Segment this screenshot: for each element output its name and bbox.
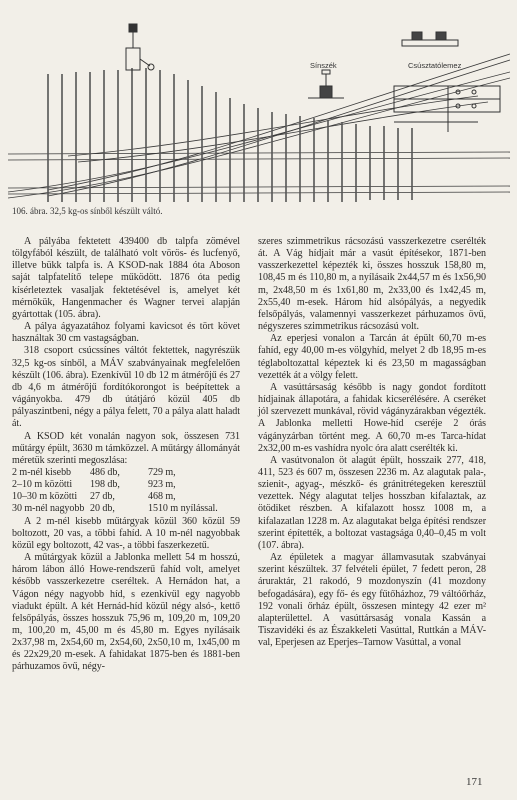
paragraph: Az épületek a magyar államvasutak szabványai szerint készültek. 37 felvételi épület, 7 fedett peron, 28 áruraktár, 21 rakodó, 9 mozdonyszín (41 mozdony befogadására), egy fő- és egy fűtőházhoz, 79 váltóőrház, 192 vonali őrház épült, összesen mintegy 42 ezer m² alapterülettel. A vasúttársaság vonala Kassán a Tiszavidéki és az Északkeleti Vasúttal, Ruttkán a MÁV-val, Eperjesen az Eperjes–Tarnow Vasúttal, a vonal <box>258 552 486 649</box>
paragraph: A vasútvonalon öt alagút épült, hosszaik 277, 418, 411, 523 és 607 m, összesen 2236 m. Az alagutak pala-, szienit-, agyag-, mészkő- és gránitrétegeken keresztül vezettek. Négy alagutat teljes hosszban kifalaztak, az ötödiket részben. A kifalazott hossz 1008 m, a kifalazatlan 1228 m. Az alagutakat belga építési rendszer szerint építették, a boltozat vastagsága 0,40–0,45 m volt (107. ábra). <box>258 454 486 551</box>
slide-plate-detail <box>394 32 500 132</box>
count-value: 20 db, <box>90 503 115 515</box>
rail-chair-detail <box>308 70 344 98</box>
length-value: 729 m, <box>148 466 176 478</box>
size-label: 2 m-nél kisebb <box>12 466 72 478</box>
right-column <box>258 236 486 649</box>
count-value: 27 db, <box>90 491 115 503</box>
paragraph: A 2 m-nél kisebb műtárgyak közül 360 közül 59 boltozott, 20 vas, a többi fahíd. A 10 m-nél nagyobbak közül egy boltozott, 42 vas-, a többi faszerkezetű. <box>12 515 240 551</box>
sinszek-label: Sínszék <box>310 61 337 70</box>
left-column <box>12 236 240 674</box>
switch-drawing <box>8 14 510 210</box>
size-label: 30 m-nél nagyobb <box>12 503 85 515</box>
paragraph: Az eperjesi vonalon a Tarcán át épült 60,70 m-es fahíd, egy 40,00 m-es völgyhíd, melyet 2 db 18,95 m-es téglaboltozattal képeztek ki és 23,50 m magasságban vezették át a völgy felett. <box>258 333 486 381</box>
csusztatolemez-label: Csúsztatólemez <box>408 61 462 70</box>
table-row <box>12 503 234 515</box>
paragraph: A pálya ágyazatához folyami kavicsot és tört követ használtak 30 cm vastagságban. <box>12 321 240 345</box>
railway-switch-figure <box>8 14 510 210</box>
count-value: 198 db, <box>90 479 120 491</box>
length-value: 468 m, <box>148 491 176 503</box>
paragraph: szeres szimmetrikus rácsozású vasszerkezetre cserélték át. A Vág hídjait már a vasút építésekor, 1871-ben vasszerkezettel képezték ki, összes hosszuk 158,80 m, 108,45 m és 110,80 m, a nyílásaik 2x44,57 m és 1x56,90 m, 2x48,50 m és 1x61,80 m, 2x33,00 és 1x42,45 m, 2x55,40 m-esek. Három híd alsópályás, a negyedik felsőpályás, valamennyi vasszerkezet párhuzamos övű, négyszeres szimmetrikus rácsozású volt. <box>258 236 486 333</box>
figure-caption: 106. ábra. 32,5 kg-os sínből készült váltó. <box>12 206 163 216</box>
paragraph: A vasúttársaság később is nagy gondot fordított hídjainak állapotára, a fahidak kicserélésére. A cseréket jól szervezett munkával, rövid vágányzárakban végezték. A Jablonka melletti Howe-híd cseréje 2 órás vágányzárban történt meg. A 60,70 m-es Tarca-hídat 2x32,00 m-es vashídra nyolc óra alatt cserélték ki. <box>258 381 486 454</box>
length-value: 923 m, <box>148 479 176 491</box>
length-value: 1510 m nyílással. <box>148 503 218 515</box>
structure-size-table <box>12 467 234 516</box>
count-value: 486 db, <box>90 466 120 478</box>
table-row <box>12 467 234 479</box>
table-row <box>12 479 234 491</box>
table-row <box>12 491 234 503</box>
size-label: 2–10 m közötti <box>12 479 73 491</box>
page-number: 171 <box>466 776 483 788</box>
paragraph: 318 csoport csúcssínes váltót fektettek, nagyrészük 32,5 kg-os sínből, a MÁV szabványainak megfelelően készült (106. ábra). Ezenkívül 10 db 12 m átmérőjű és 27 db 4,6 m átmérőjű fordítókorongot is beépítettek a vágányokba. 479 db útátjáró közül 405 db pályaszintbeni, négy a pálya felett, 70 a pálya alatt haladt át. <box>12 345 240 430</box>
paragraph: A pályába fektetett 439400 db talpfa zömével tölgyfából készült, de található volt vörös- és lucfenyő, illetve bükk talpfa is. A KSOD-nak 1884 óta Aboson saját talpfatelítő telepe működött. 1876 óta pedig kísérleteztek vasaljak fektetésével is, amelyet két mérnökük, Hangenmacher és Wagner tervei alapján gyártottak (105. ábra). <box>12 236 240 320</box>
size-label: 10–30 m közötti <box>12 491 78 503</box>
paragraph: A KSOD két vonalán nagyon sok, összesen 731 műtárgy épült, 3630 m támközzel. A műtárgy állományát méretük szerinti megoszlása: <box>12 430 240 466</box>
paragraph: A műtárgyak közül a Jablonka mellett 54 m hosszú, három lábon álló Howe-rendszerű fahíd volt, amelyet később vasszerkezetre cseréltek. A Hernádon hat, a Vágon négy nagyobb híd, s ezenkívül egy nagyobb viadukt épült. A két Hernád-híd közül négy alsó-, kettő felsőpályás, összes hosszuk 75,96 m, 109,20 m, 109,20 m, 100,20 m, 45,00 m és 45,80 m. Egyes nyílásaik 2x37,98 m, 2x54,60 m, 2x54,60, 2x50,10 m, 1x45,00 m és 22x29,20 m-esek. A fahidakat 1875-ben és 1881-ben párhuzamos övű, négy- <box>12 552 240 673</box>
